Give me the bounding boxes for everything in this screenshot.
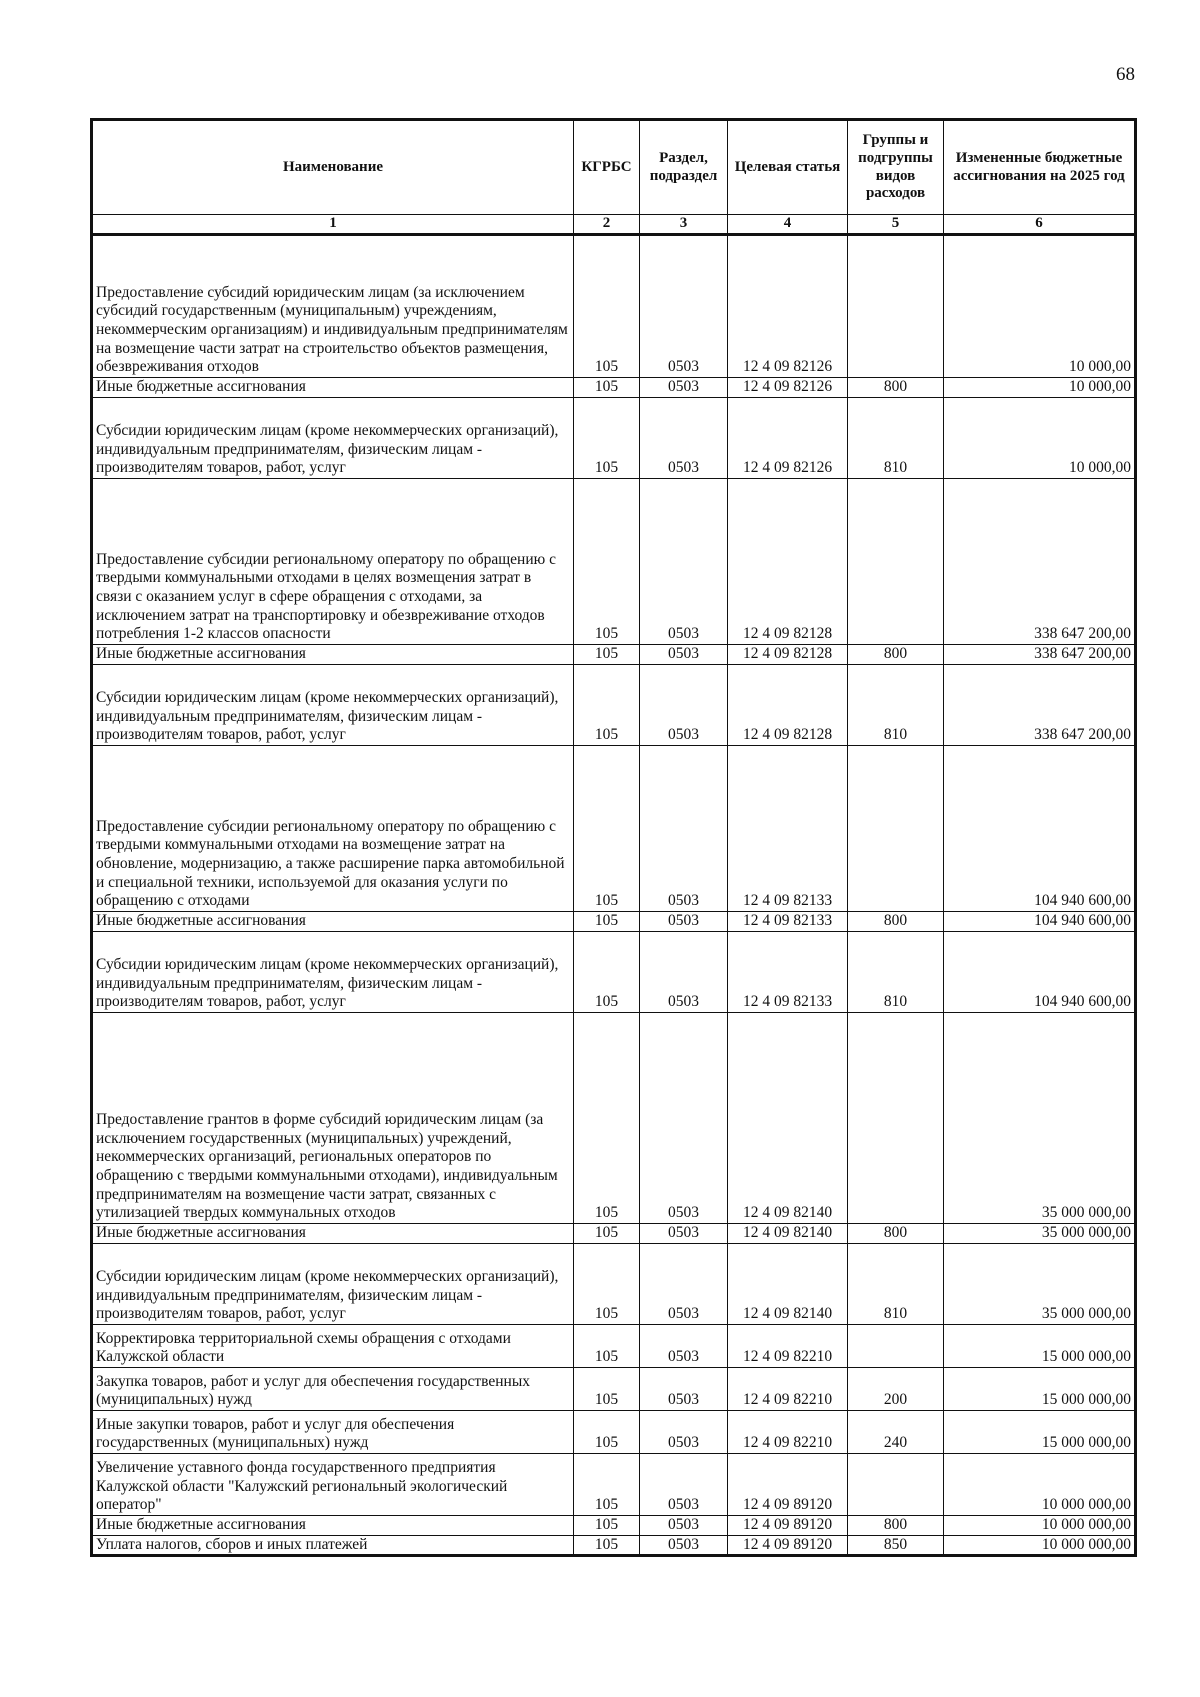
header-groups: Группы и подгруппы видов расходов [848,120,944,215]
row-kgrbs: 105 [574,1453,640,1515]
row-amount: 15 000 000,00 [944,1324,1136,1367]
table-row [92,1367,1136,1410]
row-target: 12 4 09 82128 [728,644,848,664]
header-kgrbs: КГРБС [574,120,640,215]
row-expense-group [848,1012,944,1223]
row-kgrbs: 105 [574,745,640,911]
row-name: Закупка товаров, работ и услуг для обеспечения государственных (муниципальных) нужд [92,1367,574,1410]
table-row [92,911,1136,931]
row-name: Увеличение уставного фонда государственного предприятия Калужской области "Калужский региональный экологический оператор" [92,1453,574,1515]
table-row [92,931,1136,1012]
row-amount: 338 647 200,00 [944,664,1136,745]
row-section: 0503 [640,1243,728,1324]
row-section: 0503 [640,1324,728,1367]
row-target: 12 4 09 82128 [728,478,848,644]
row-amount: 10 000 000,00 [944,1453,1136,1515]
row-section: 0503 [640,1515,728,1535]
row-kgrbs: 105 [574,377,640,397]
budget-table [90,118,1137,1557]
column-number: 2 [574,215,640,235]
row-section: 0503 [640,1410,728,1453]
row-kgrbs: 105 [574,1243,640,1324]
row-name: Уплата налогов, сборов и иных платежей [92,1535,574,1556]
row-target: 12 4 09 82133 [728,745,848,911]
row-kgrbs: 105 [574,1410,640,1453]
table-row [92,1324,1136,1367]
header-amount: Измененные бюджетные ассигнования на 2025 год [944,120,1136,215]
column-number: 5 [848,215,944,235]
table-row [92,1453,1136,1515]
row-section: 0503 [640,377,728,397]
row-target: 12 4 09 82133 [728,911,848,931]
row-expense-group: 800 [848,1515,944,1535]
row-name: Субсидии юридическим лицам (кроме некоммерческих организаций), индивидуальным предпринимателям, физическим лицам - производителям товаров, работ, услуг [92,1243,574,1324]
row-amount: 338 647 200,00 [944,478,1136,644]
table-row [92,745,1136,911]
row-name: Предоставление субсидий юридическим лицам (за исключением субсидий государственным (муниципальным) учреждениям, некоммерческим организациям) и индивидуальным предпринимателям на возмещение части затрат на строительство объектов размещения, обезвреживания отходов [92,234,574,377]
row-target: 12 4 09 82133 [728,931,848,1012]
row-expense-group: 810 [848,1243,944,1324]
row-kgrbs: 105 [574,1012,640,1223]
row-target: 12 4 09 82210 [728,1367,848,1410]
row-name: Иные бюджетные ассигнования [92,644,574,664]
row-expense-group [848,1453,944,1515]
column-number: 4 [728,215,848,235]
row-kgrbs: 105 [574,931,640,1012]
row-name: Корректировка территориальной схемы обращения с отходами Калужской области [92,1324,574,1367]
row-expense-group: 810 [848,664,944,745]
row-expense-group [848,234,944,377]
column-number: 1 [92,215,574,235]
row-kgrbs: 105 [574,644,640,664]
row-name: Иные бюджетные ассигнования [92,377,574,397]
row-kgrbs: 105 [574,478,640,644]
table-row [92,1515,1136,1535]
row-section: 0503 [640,1012,728,1223]
row-kgrbs: 105 [574,911,640,931]
row-expense-group: 200 [848,1367,944,1410]
row-amount: 104 940 600,00 [944,745,1136,911]
row-name: Предоставление субсидии региональному оператору по обращению с твердыми коммунальными отходами в целях возмещения затрат в связи с оказанием услуг в сфере обращения с отходами, за исключением затрат на транспортировку и обезвреживание отходов потребления 1-2 классов опасности [92,478,574,644]
row-name: Предоставление субсидии региональному оператору по обращению с твердыми коммунальными отходами на возмещение затрат на обновление, модернизацию, а также расширение парка автомобильной и специальной техники, используемой для оказания услуги по обращению с отходами [92,745,574,911]
row-target: 12 4 09 82126 [728,377,848,397]
row-expense-group: 800 [848,1223,944,1243]
row-name: Субсидии юридическим лицам (кроме некоммерческих организаций), индивидуальным предпринимателям, физическим лицам - производителям товаров, работ, услуг [92,664,574,745]
table-row [92,478,1136,644]
row-target: 12 4 09 82140 [728,1243,848,1324]
row-amount: 338 647 200,00 [944,644,1136,664]
row-expense-group [848,478,944,644]
row-kgrbs: 105 [574,1535,640,1556]
header-row [92,120,1136,215]
row-section: 0503 [640,1453,728,1515]
row-target: 12 4 09 82126 [728,234,848,377]
row-name: Субсидии юридическим лицам (кроме некоммерческих организаций), индивидуальным предпринимателям, физическим лицам - производителям товаров, работ, услуг [92,931,574,1012]
row-amount: 10 000,00 [944,397,1136,478]
table-row [92,664,1136,745]
page-number: 68 [1116,64,1135,85]
row-amount: 35 000 000,00 [944,1223,1136,1243]
row-section: 0503 [640,664,728,745]
row-expense-group: 850 [848,1535,944,1556]
row-target: 12 4 09 82140 [728,1223,848,1243]
row-name: Предоставление грантов в форме субсидий юридическим лицам (за исключением государственных (муниципальных) учреждений, некоммерческих организаций, региональных операторов по обращению с твердыми коммунальными отходами), индивидуальным предпринимателям на возмещение части затрат, связанных с утилизацией твердых коммунальных отходов [92,1012,574,1223]
table-row [92,1243,1136,1324]
header-name: Наименование [92,120,574,215]
row-target: 12 4 09 82210 [728,1410,848,1453]
row-amount: 15 000 000,00 [944,1410,1136,1453]
row-amount: 10 000 000,00 [944,1515,1136,1535]
row-name: Иные закупки товаров, работ и услуг для обеспечения государственных (муниципальных) нужд [92,1410,574,1453]
row-section: 0503 [640,1367,728,1410]
row-section: 0503 [640,644,728,664]
row-expense-group [848,745,944,911]
table-row [92,1012,1136,1223]
row-kgrbs: 105 [574,1367,640,1410]
row-target: 12 4 09 82210 [728,1324,848,1367]
column-number-row [92,215,1136,235]
row-kgrbs: 105 [574,234,640,377]
column-number: 6 [944,215,1136,235]
table-row [92,1535,1136,1556]
row-amount: 10 000,00 [944,377,1136,397]
row-name: Иные бюджетные ассигнования [92,1515,574,1535]
row-name: Субсидии юридическим лицам (кроме некоммерческих организаций), индивидуальным предпринимателям, физическим лицам - производителям товаров, работ, услуг [92,397,574,478]
table-row [92,234,1136,377]
row-target: 12 4 09 82128 [728,664,848,745]
table-row [92,1410,1136,1453]
row-kgrbs: 105 [574,1324,640,1367]
row-expense-group: 800 [848,911,944,931]
row-amount: 35 000 000,00 [944,1243,1136,1324]
row-expense-group: 800 [848,377,944,397]
row-target: 12 4 09 89120 [728,1453,848,1515]
row-target: 12 4 09 82126 [728,397,848,478]
row-kgrbs: 105 [574,664,640,745]
row-target: 12 4 09 89120 [728,1535,848,1556]
table-row [92,1223,1136,1243]
table-row [92,377,1136,397]
table-row [92,397,1136,478]
row-section: 0503 [640,1535,728,1556]
header-target: Целевая статья [728,120,848,215]
row-amount: 10 000,00 [944,234,1136,377]
row-amount: 104 940 600,00 [944,931,1136,1012]
row-kgrbs: 105 [574,1515,640,1535]
row-section: 0503 [640,234,728,377]
row-section: 0503 [640,931,728,1012]
row-expense-group: 810 [848,931,944,1012]
row-name: Иные бюджетные ассигнования [92,911,574,931]
row-target: 12 4 09 82140 [728,1012,848,1223]
row-kgrbs: 105 [574,1223,640,1243]
row-section: 0503 [640,745,728,911]
row-target: 12 4 09 89120 [728,1515,848,1535]
row-amount: 10 000 000,00 [944,1535,1136,1556]
column-number: 3 [640,215,728,235]
row-amount: 15 000 000,00 [944,1367,1136,1410]
row-expense-group: 810 [848,397,944,478]
table-row [92,644,1136,664]
row-expense-group: 800 [848,644,944,664]
row-amount: 104 940 600,00 [944,911,1136,931]
row-section: 0503 [640,397,728,478]
row-expense-group [848,1324,944,1367]
row-amount: 35 000 000,00 [944,1012,1136,1223]
row-name: Иные бюджетные ассигнования [92,1223,574,1243]
row-section: 0503 [640,911,728,931]
row-section: 0503 [640,1223,728,1243]
header-section: Раздел, подраздел [640,120,728,215]
row-section: 0503 [640,478,728,644]
row-kgrbs: 105 [574,397,640,478]
row-expense-group: 240 [848,1410,944,1453]
